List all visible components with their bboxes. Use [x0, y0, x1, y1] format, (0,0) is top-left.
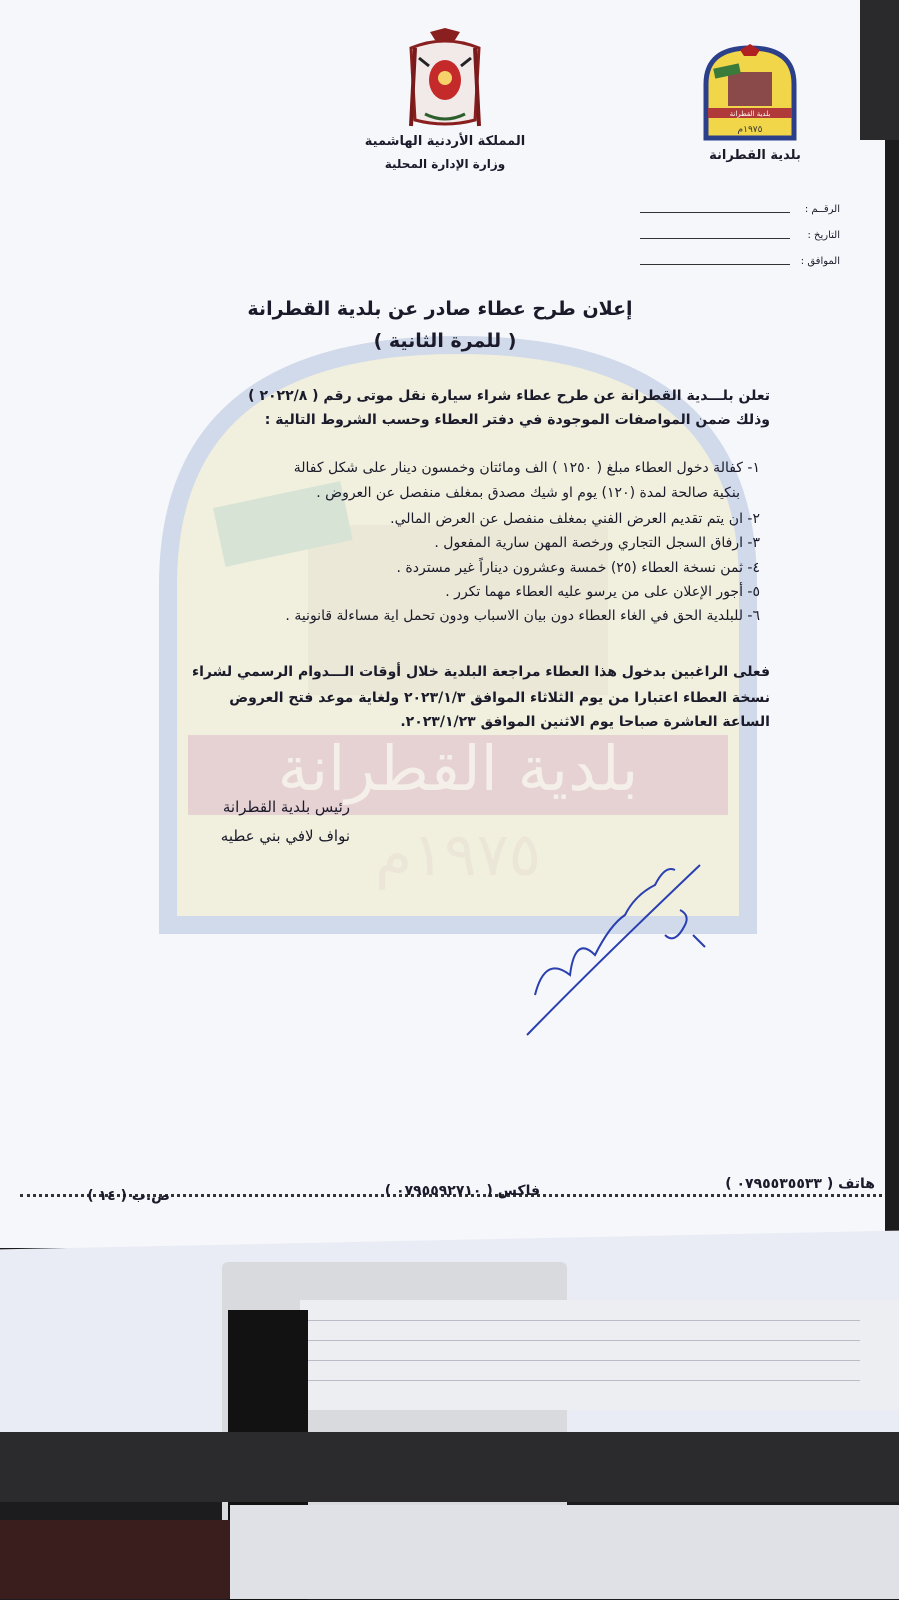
announcement-title: إعلان طرح عطاء صادر عن بلدية القطرانة: [247, 298, 633, 320]
footer-fax: فاكس ( ٠٧٩٥٥٩٢٧١٠ ): [384, 1183, 540, 1199]
footer-phone: هاتف ( ٠٧٩٥٥٣٥٥٣٣ ): [725, 1176, 875, 1192]
paper-edge: [300, 1380, 860, 1381]
background-edge: [860, 0, 899, 140]
ministry-title: وزارة الإدارة المحلية: [384, 157, 506, 171]
municipality-title: بلدية القطرانة: [709, 148, 801, 163]
watermark-name: بلدية القطرانة: [277, 732, 639, 805]
municipality-logo-icon: [702, 44, 798, 142]
ref-corr-line: [640, 264, 790, 265]
desk-corner: [0, 1520, 230, 1599]
announcement-subtitle: ( للمرة الثانية ): [373, 330, 517, 352]
condition-item: ٤- ثمن نسخة العطاء (٢٥) خمسة وعشرون ديناراً غير مستردة .: [396, 560, 760, 576]
logo-name: بلدية القطرانة: [729, 110, 771, 118]
coat-of-arms-icon: [405, 28, 485, 130]
condition-item: ٦- للبلدية الحق في الغاء العطاء دون بيان الاسباب ودون تحمل اية مساءلة قانونية .: [285, 608, 760, 624]
condition-item: ٥- أجور الإعلان على من يرسو عليه العطاء مهما تكرر .: [445, 584, 760, 600]
desk-band: [0, 1432, 899, 1502]
paper-edge: [300, 1360, 860, 1361]
ref-corr-label: الموافق :: [800, 256, 840, 267]
ref-number-label: الرقــم :: [804, 204, 840, 215]
condition-item: ٣- ارفاق السجل التجاري ورخصة المهن سارية المفعول .: [434, 535, 760, 551]
signatory-title: رئيس بلدية القطرانة: [222, 798, 350, 816]
closing-line-1: فعلى الراغبين بدخول هذا العطاء مراجعة البلدية خلال أوقات الـــدوام الرسمي لشراء: [191, 664, 770, 680]
paper-stack: [300, 1300, 899, 1410]
kingdom-title: المملكة الأردنية الهاشمية: [364, 134, 526, 149]
paper-edge: [300, 1340, 860, 1341]
intro-line-1: تعلن بلـــدية القطرانة عن طرح عطاء شراء سيارة نقل موتى رقم ( ٢٠٢٢/٨ ): [248, 388, 770, 404]
logo-year: ١٩٧٥م: [737, 125, 763, 135]
handwritten-signature: [515, 855, 715, 1055]
watermark-year: ١٩٧٥م: [374, 820, 542, 890]
ref-date-line: [640, 238, 790, 239]
closing-line-2: نسخة العطاء اعتبارا من يوم الثلاثاء الموافق ٢٠٢٣/١/٣ ولغاية موعد فتح العروض: [229, 690, 770, 706]
ref-number-line: [640, 212, 790, 213]
condition-item: ١- كفالة دخول العطاء مبلغ ( ١٢٥٠ ) الف ومائتان وخمسون دينار على شكل كفالة: [293, 460, 760, 476]
lower-paper: [230, 1505, 899, 1599]
ref-date-label: التاريخ :: [807, 230, 840, 241]
footer-pobox: ص.ب ( ١٤ ): [87, 1188, 170, 1204]
intro-line-2: وذلك ضمن المواصفات الموجودة في دفتر العطاء وحسب الشروط التالية :: [264, 412, 770, 428]
signatory-name: نواف لافي بني عطيه: [220, 827, 350, 845]
closing-line-3: الساعة العاشرة صباحا يوم الاثنين الموافق ٢٠٢٣/١/٢٣.: [400, 714, 770, 730]
condition-item: بنكية صالحة لمدة (١٢٠) يوم او شيك مصدق بمغلف منفصل عن العروض .: [316, 485, 740, 501]
condition-item: ٢- ان يتم تقديم العرض الفني بمغلف منفصل عن العرض المالي.: [390, 511, 760, 527]
paper-edge: [300, 1320, 860, 1321]
